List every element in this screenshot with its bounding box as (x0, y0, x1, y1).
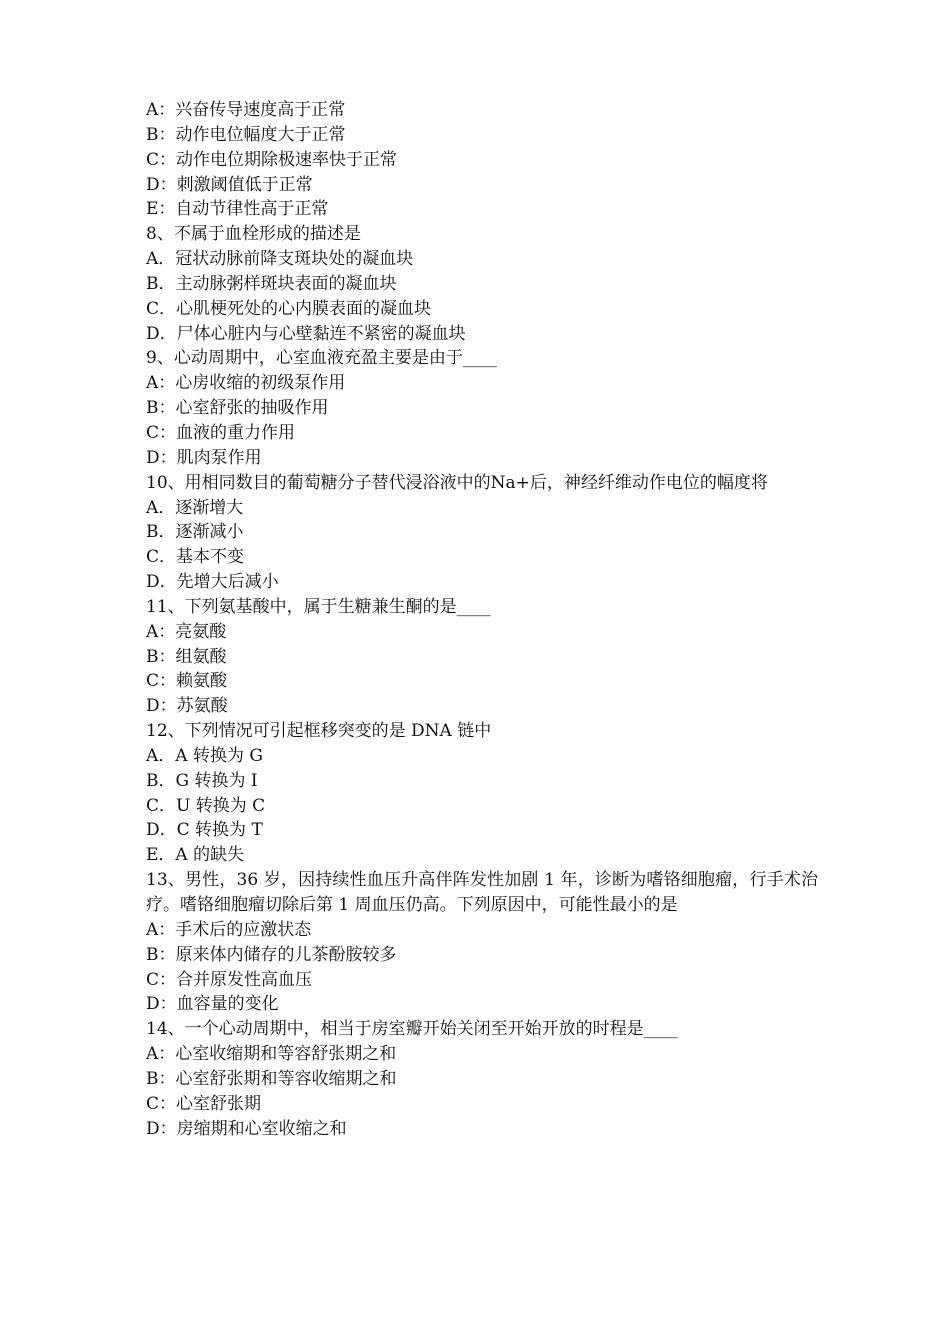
option-line: A．逐渐增大 (146, 497, 244, 518)
option-line: A．A 转换为 G (146, 745, 263, 766)
option-line: C：赖氨酸 (146, 671, 228, 692)
option-line: E．A 的缺失 (146, 845, 245, 866)
option-line: C．心肌梗死处的心内膜表面的凝血块 (146, 298, 432, 319)
question-11: 11、下列氨基酸中，属于生糖兼生酮的是____ (146, 596, 491, 617)
option-line: C．基本不变 (146, 547, 245, 568)
option-line: A：亮氨酸 (146, 621, 227, 642)
option-line: C：血液的重力作用 (146, 422, 296, 443)
option-line: A．冠状动脉前降支斑块处的凝血块 (146, 249, 414, 270)
option-line: D．尸体心脏内与心壁黏连不紧密的凝血块 (146, 323, 466, 344)
option-line: D：苏氨酸 (146, 696, 228, 717)
option-line: C：合并原发性高血压 (146, 969, 313, 990)
option-line: D：肌肉泵作用 (146, 447, 262, 468)
option-line: B：心室舒张期和等容收缩期之和 (146, 1068, 397, 1089)
option-line: D：刺激阈值低于正常 (146, 174, 313, 195)
question-9: 9、心动周期中，心室血液充盈主要是由于____ (146, 348, 497, 369)
option-line: A：心室收缩期和等容舒张期之和 (146, 1044, 397, 1065)
question-14: 14、一个心动周期中，相当于房室瓣开始关闭至开始开放的时程是____ (146, 1019, 678, 1040)
question-10: 10、用相同数目的葡萄糖分子替代浸浴液中的Na+后，神经纤维动作电位的幅度将 (146, 472, 768, 493)
option-line: D．C 转换为 T (146, 820, 263, 841)
option-line: E：自动节律性高于正常 (146, 199, 329, 220)
option-line: A：兴奋传导速度高于正常 (146, 100, 346, 120)
option-line: C．U 转换为 C (146, 795, 266, 816)
document-body (146, 98, 818, 1141)
option-line: D：房缩期和心室收缩之和 (146, 1118, 347, 1139)
question-13: 13、男性，36 岁，因持续性血压升高伴阵发性加剧 1 年，诊断为嗜铬细胞瘤，行手术治疗。嗜铬细胞瘤切除后第 1 周血压仍高。下列原因中，可能性最小的是 (146, 870, 818, 915)
option-line: D：血容量的变化 (146, 994, 279, 1015)
option-line: B：心室舒张的抽吸作用 (146, 398, 329, 419)
option-line: A：手术后的应激状态 (146, 919, 312, 940)
option-line: C：心室舒张期 (146, 1093, 262, 1114)
question-12: 12、下列情况可引起框移突变的是 DNA 链中 (146, 721, 492, 742)
option-line: B：动作电位幅度大于正常 (146, 124, 346, 145)
option-line: C：动作电位期除极速率快于正常 (146, 149, 398, 170)
option-line: B．逐渐减小 (146, 522, 244, 543)
option-line: B．G 转换为 I (146, 770, 258, 791)
option-line: B：原来体内储存的儿茶酚胺较多 (146, 944, 397, 965)
option-line: D．先增大后减小 (146, 572, 279, 593)
question-8: 8、不属于血栓形成的描述是 (146, 224, 361, 245)
option-line: A：心房收缩的初级泵作用 (146, 373, 346, 394)
option-line: B：组氨酸 (146, 646, 227, 667)
option-line: B．主动脉粥样斑块表面的凝血块 (146, 273, 397, 294)
